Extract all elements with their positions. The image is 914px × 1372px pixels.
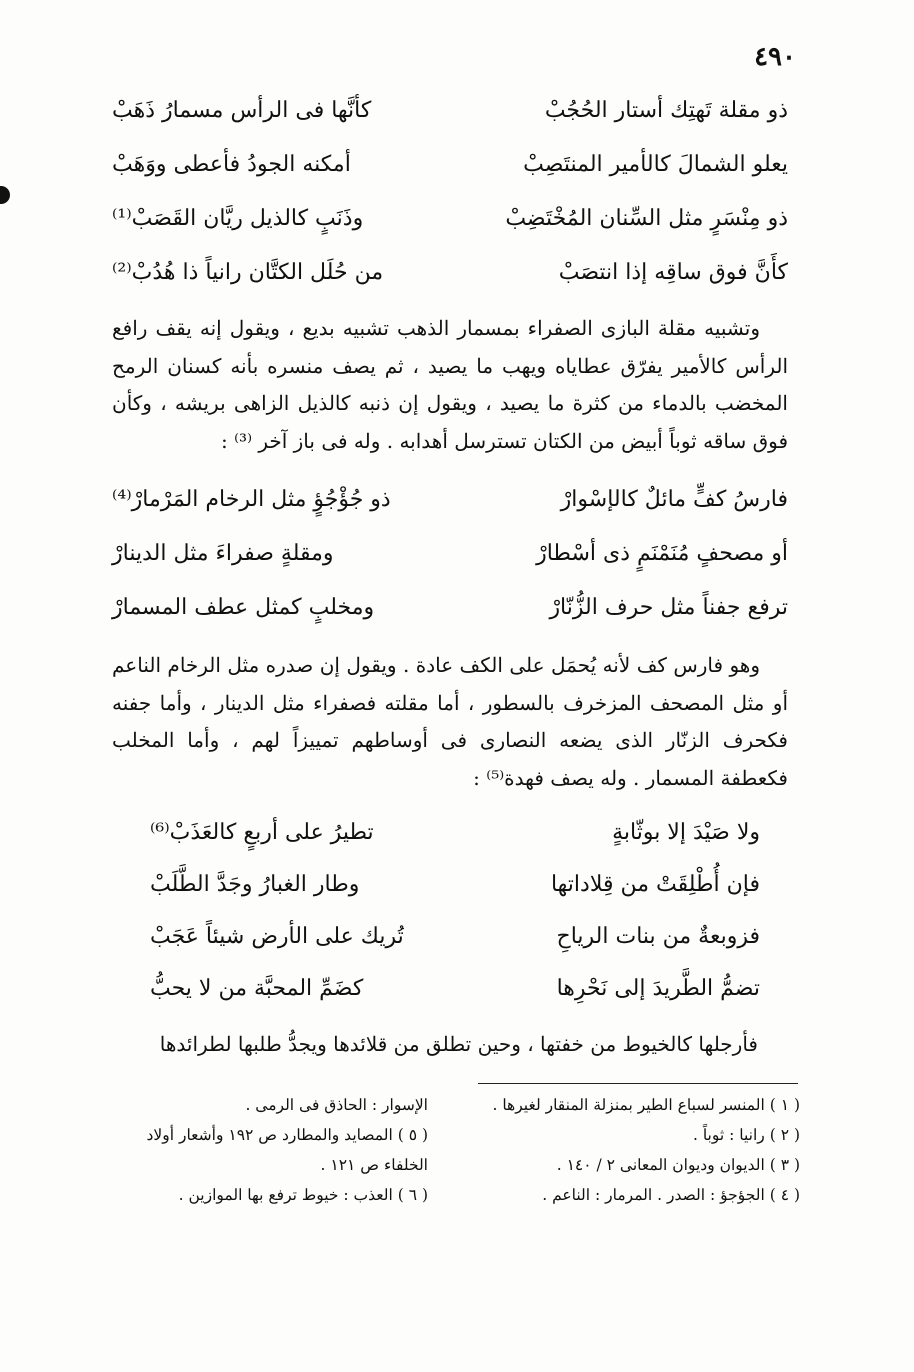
page-number: ٤٩٠ [754,42,796,72]
verse-line [112,206,788,260]
commentary-paragraph-3 [112,1026,758,1064]
poem-block-cheetah [150,820,760,1028]
verse-line [112,487,788,541]
footnote: ( ٦ ) العذب : خيوط ترفع بها الموازين . [178,1186,428,1204]
commentary-paragraph-1 [112,310,788,460]
footnote: الإسوار : الحاذق فى الرمى . [245,1096,428,1114]
verse-first-hemistich: تضمُّ الطَّريدَ إلى نَحْرِها [556,976,760,1001]
verse-line [112,260,788,314]
footnote-separator [478,1083,798,1084]
verse-first-hemistich: فإن أُطْلِقَتْ من قِلاداتها [550,872,760,897]
verse-second-hemistich: كضَمِّ المحبَّة من لا يحبُّ [150,976,364,1001]
paragraph-text: وهو فارس كف لأنه يُحمَل على الكف عادة . ويقول إن صدره مثل الرخام الناعم أو مثل المصحف المزخرف بالسطور ، أما مقلته فصفراء مثل الدينار ، وأما جفنه فكحرف الزنّار الذى يضعه النصارى فى أوساطهم تمييزاً لهم ، وأما المخلب فكعطفة المسمار . وله يصف فهدة⁽⁵⁾ : [112,653,788,790]
footnote: ( ٤ ) الجؤجؤ : الصدر . المرمار : الناعم . [542,1186,800,1204]
footnote: ( ١ ) المنسر لسباع الطير بمنزلة المنقار لغيرها . [492,1096,800,1114]
paragraph-text: فأرجلها كالخيوط من خفتها ، وحين تطلق من قلائدها ويجدُّ طلبها لطرائدها [159,1032,758,1056]
paragraph-text: وتشبيه مقلة البازى الصفراء بمسمار الذهب تشبيه بديع ، ويقول إنه يقف رافع الرأس كالأمير يفرّق عطاياه ويهب ما يصيد ، ثم يصف منسره بأنه كسنان الرمح المخضب بالدماء من كثرة ما يصيد ، ويقول إن ذنبه كالذيل الزاهى بريشه ، وكأن فوق ساقه ثوباً أبيض من الكتان تسترسل أهدابه . وله فى باز آخر ⁽³⁾ : [112,316,789,453]
footnotes-left-column [118,1090,428,1210]
verse-first-hemistich: ترفع جفناً مثل حرف الزُّنّارْ [549,595,788,620]
poem-block-falcon [112,98,788,314]
verse-line [112,541,788,595]
verse-line [112,152,788,206]
verse-first-hemistich: أو مصحفٍ مُنَمْنَمٍ ذى أسْطارْ [536,541,788,566]
verse-second-hemistich: أمكنه الجودُ فأعطى ووَهَبْ [112,152,351,177]
verse-line [150,820,760,872]
verse-first-hemistich: فارسُ كفٍّ مائلٌ كالإسْوارْ [560,487,788,512]
verse-line [150,924,760,976]
verse-line [150,872,760,924]
footnote: ( ٣ ) الديوان وديوان المعانى ٢ / ١٤٠ . [556,1156,800,1174]
verse-line [112,595,788,649]
footnote: ( ٥ ) المصايد والمطارد ص ١٩٢ وأشعار أولاد الخلفاء ص ١٢١ . [146,1126,428,1174]
verse-first-hemistich: ذو مِنْسَرٍ مثل السِّنان المُخْتَضِبْ [505,206,788,231]
footnote: ( ٢ ) رانيا : ثوباً . [692,1126,800,1144]
margin-ink-mark [0,186,10,204]
commentary-paragraph-2 [112,647,788,797]
verse-second-hemistich: ومقلةٍ صفراءَ مثل الدينارْ [112,541,334,566]
poem-block-hawk [112,487,788,649]
verse-second-hemistich: كأنَّها فى الرأس مسمارُ ذَهَبْ [112,98,372,123]
verse-second-hemistich: تطيرُ على أربعٍ كالعَذَبْ⁽⁶⁾ [150,820,374,845]
verse-first-hemistich: فزوبعةٌ من بنات الرياحِ [556,924,760,949]
verse-second-hemistich: وذَنَبٍ كالذيل ريَّان القَصَبْ⁽¹⁾ [112,206,364,231]
verse-first-hemistich: يعلو الشمالَ كالأمير المنتَصِبْ [523,152,788,177]
verse-first-hemistich: ولا صَيْدَ إلا بوثّابةٍ [612,820,760,845]
verse-line [150,976,760,1028]
verse-second-hemistich: تُريك على الأرض شيئاً عَجَبْ [150,924,404,949]
verse-second-hemistich: من حُلَل الكتَّان رانياً ذا هُدُبْ⁽²⁾ [112,260,384,285]
verse-first-hemistich: ذو مقلة تَهتِك أستار الحُجُبْ [544,98,788,123]
verse-second-hemistich: وطار الغبارُ وجَدَّ الطَّلَبْ [150,872,360,897]
verse-second-hemistich: ومخلبٍ كمثل عطف المسمارْ [112,595,375,620]
footnotes-right-column [470,1090,800,1210]
verse-second-hemistich: ذو جُؤْجُؤٍ مثل الرخام المَرْمارْ⁽⁴⁾ [112,487,391,512]
verse-line [112,98,788,152]
verse-first-hemistich: كأَنَّ فوق ساقِه إذا انتصَبْ [558,260,788,285]
